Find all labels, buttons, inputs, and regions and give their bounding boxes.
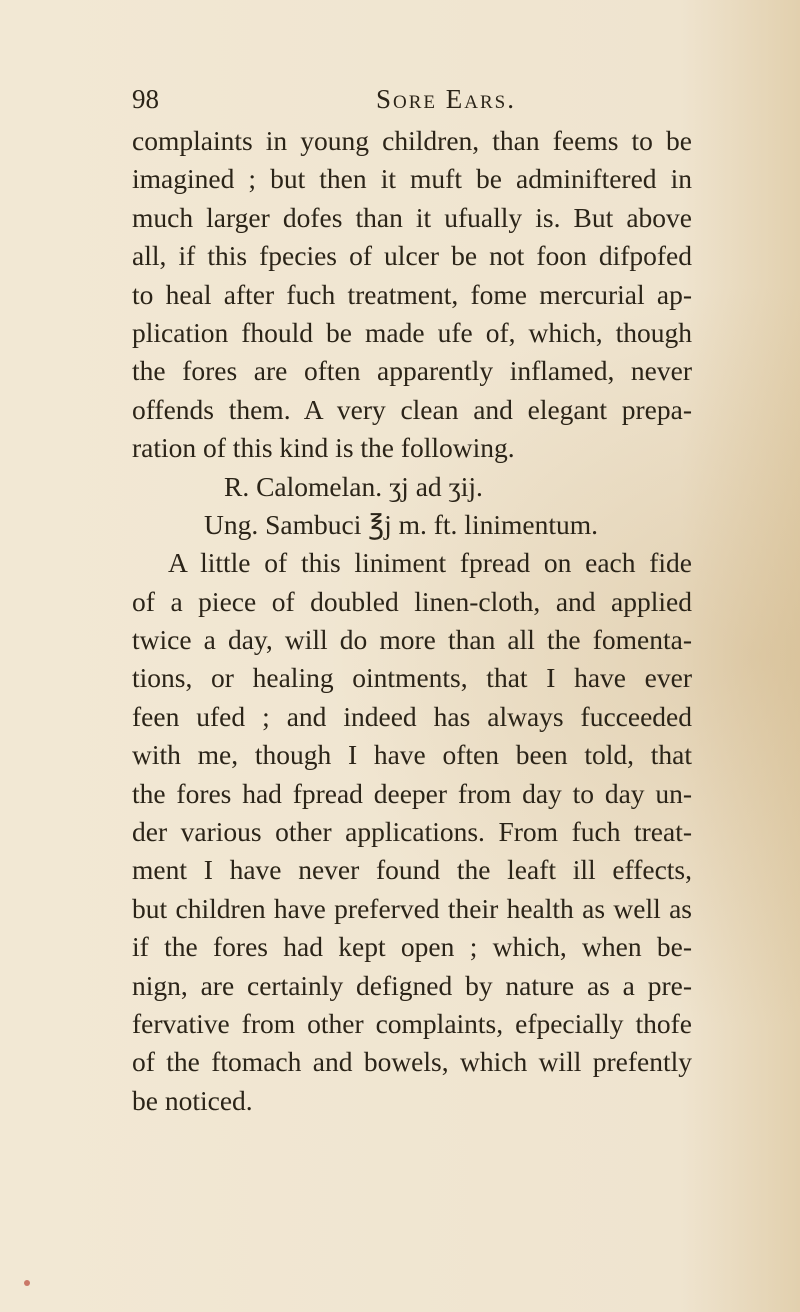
body-text	[132, 122, 692, 1120]
text-line: ment I have never found the leaft ill effects,	[132, 854, 692, 886]
text-line: of the ftomach and bowels, which will prefently	[132, 1046, 692, 1078]
running-head	[132, 84, 692, 124]
text-line: much larger dofes than it ufually is. But above	[132, 201, 692, 233]
text-line: tions, or healing ointments, that I have ever	[132, 662, 692, 694]
prescription-line: R. Calomelan. ʒj ad ʒij.	[224, 470, 483, 502]
running-title: Sore Ears.	[376, 84, 516, 114]
text-line: with me, though I have often been told, that	[132, 739, 692, 771]
text-line: the fores are often apparently inflamed, never	[132, 355, 692, 387]
text-line: complaints in young children, than feems to be	[132, 125, 692, 156]
text-line: be noticed.	[132, 1084, 253, 1116]
text-line: the fores had fpread deeper from day to day un-	[132, 777, 692, 809]
text-line: offends them. A very clean and elegant prepa-	[132, 393, 692, 425]
text-line: twice a day, will do more than all the fomenta-	[132, 624, 692, 656]
paper-speck	[24, 1280, 30, 1286]
paragraph-start-line: A little of this liniment fpread on each fide	[168, 547, 692, 579]
page-number: 98	[132, 84, 159, 114]
text-line: ration of this kind is the following.	[132, 432, 515, 464]
text-line: feen ufed ; and indeed has always fucceeded	[132, 700, 692, 732]
text-line: nign, are certainly defigned by nature as a pre-	[132, 969, 692, 1001]
prescription-line: Ung. Sambuci ℥j m. ft. linimentum.	[204, 508, 598, 540]
text-line: all, if this fpecies of ulcer be not foon difpofed	[132, 240, 692, 272]
text-line: imagined ; but then it muft be adminiftered in	[132, 163, 692, 195]
text-line: to heal after fuch treatment, fome mercurial ap-	[132, 278, 692, 310]
text-line: fervative from other complaints, efpecially thofe	[132, 1007, 692, 1039]
text-line: but children have preferved their health as well as	[132, 892, 692, 924]
text-line: der various other applications. From fuch treat-	[132, 816, 692, 848]
text-line: if the fores had kept open ; which, when be-	[132, 931, 692, 963]
text-line: of a piece of doubled linen-cloth, and applied	[132, 585, 692, 617]
text-line: plication fhould be made ufe of, which, though	[132, 316, 692, 348]
